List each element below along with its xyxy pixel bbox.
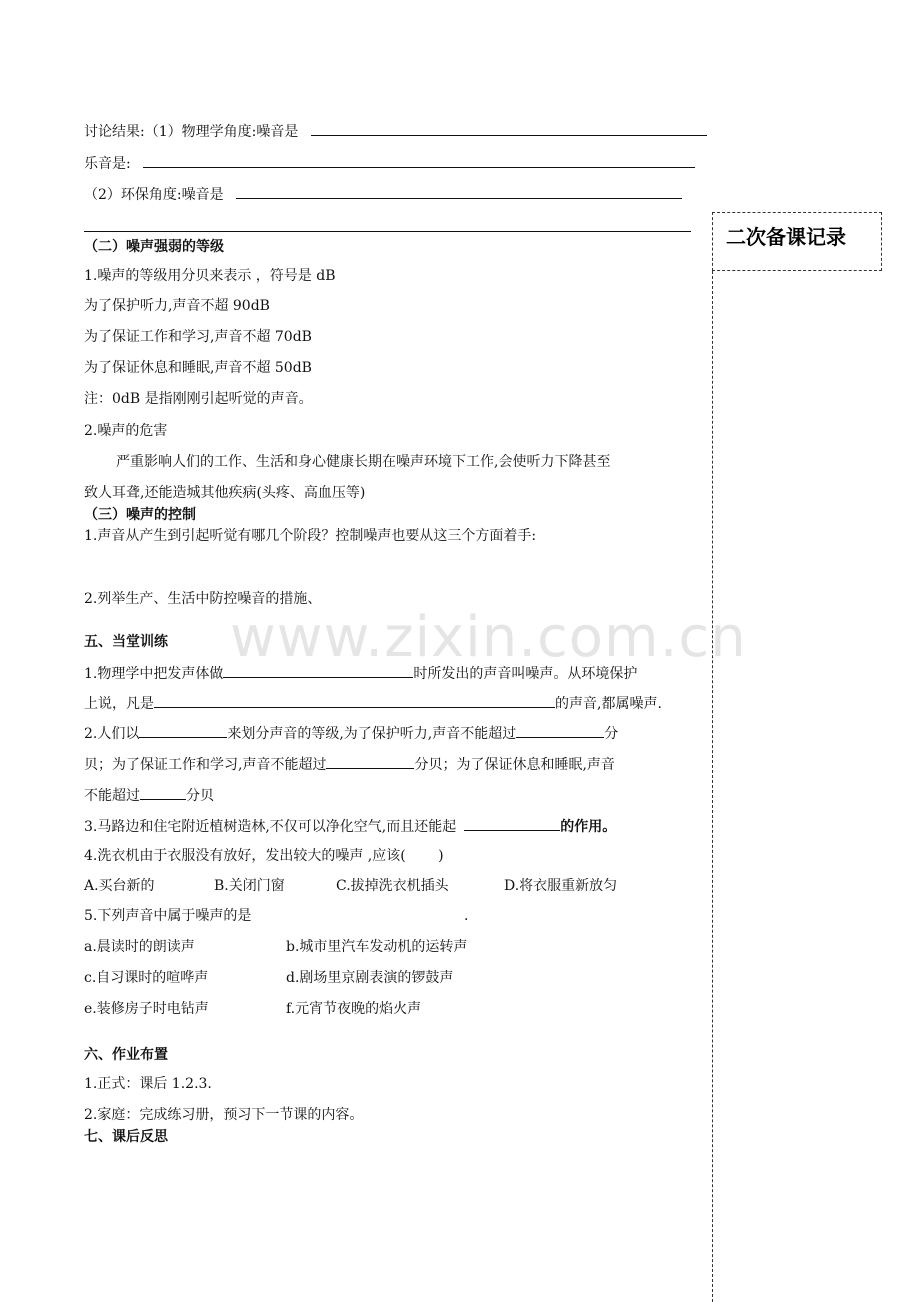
answer-blank[interactable] xyxy=(464,815,560,831)
answer-blank[interactable] xyxy=(140,784,186,800)
text-line: 为了保护听力,声音不超 90dB xyxy=(84,298,270,314)
question-line: 1.声音从产生到引起听觉有哪几个阶段？控制噪声也要从这三个方面着手: xyxy=(84,528,537,544)
question-5-option-c[interactable]: c.自习课时的喧哗声 xyxy=(84,970,209,986)
answer-blank[interactable] xyxy=(223,662,413,678)
question-5-line: 5.下列声音中属于噪声的是 xyxy=(84,908,252,924)
text-line: 注：0dB 是指刚刚引起听觉的声音。 xyxy=(84,391,313,407)
watermark: www.zixin.com.cn xyxy=(230,605,747,670)
question-2-line-b: 贝；为了保证工作和学习,声音不能超过 分贝；为了保证休息和睡眠,声音 xyxy=(84,753,615,775)
notes-column-border xyxy=(712,271,713,1302)
section-heading-noise-level: （二）噪声强弱的等级 xyxy=(84,239,224,255)
question-line: 2.列举生产、生活中防控噪音的措施、 xyxy=(84,591,322,607)
text-line: 致人耳聋,还能造城其他疾病(头疼、高血压等) xyxy=(84,485,366,501)
question-3-line: 3.马路边和住宅附近植树造林,不仅可以净化空气,而且还能起 的作用。 xyxy=(84,815,616,837)
answer-blank[interactable] xyxy=(311,120,707,136)
question-1-line-b: 上说，凡是 的声音,都属噪声. xyxy=(84,692,662,714)
homework-item: 1.正式：课后 1.2.3. xyxy=(84,1076,212,1092)
question-2-line-a: 2.人们以 来划分声音的等级,为了保护听力,声音不能超过 分 xyxy=(84,722,618,744)
discussion-line-3: （2）环保角度:噪音是 xyxy=(84,183,682,205)
question-5-option-b[interactable]: b.城市里汽车发动机的运转声 xyxy=(286,939,468,955)
discussion-line-2: 乐音是: xyxy=(84,152,695,174)
divider-line xyxy=(84,231,691,232)
answer-blank[interactable] xyxy=(326,753,414,769)
text-line: 2.噪声的危害 xyxy=(84,423,168,439)
section-heading-noise-control: （三）噪声的控制 xyxy=(84,507,196,523)
question-5-option-d[interactable]: d.剧场里京剧表演的锣鼓声 xyxy=(286,970,454,986)
homework-item: 2.家庭：完成练习册，预习下一节课的内容。 xyxy=(84,1107,364,1123)
notes-box xyxy=(712,212,882,271)
discussion-line-1: 讨论结果:（1）物理学角度:噪音是 xyxy=(84,120,707,142)
question-4-line: 4.洗衣机由于衣服没有放好，发出较大的噪声 ,应该( ) xyxy=(84,848,444,864)
question-4-option-c[interactable]: C.拔掉洗衣机插头 xyxy=(336,878,449,894)
question-5-period: . xyxy=(464,908,469,924)
question-4-option-b[interactable]: B.关闭门窗 xyxy=(214,878,285,894)
answer-blank[interactable] xyxy=(154,692,555,708)
question-1-line-a: 1.物理学中把发声体做 时所发出的声音叫噪声。从环境保护 xyxy=(84,662,637,684)
question-5-option-f[interactable]: f.元宵节夜晚的焰火声 xyxy=(286,1001,422,1017)
question-2-line-c: 不能超过 分贝 xyxy=(84,784,214,806)
answer-blank[interactable] xyxy=(139,722,227,738)
text-line: 1.噪声的等级用分贝来表示 ，符号是 dB xyxy=(84,268,336,284)
text-line: 为了保证工作和学习,声音不超 70dB xyxy=(84,329,312,345)
notes-title: 二次备课记录 xyxy=(726,225,846,249)
text-line: 为了保证休息和睡眠,声音不超 50dB xyxy=(84,360,312,376)
section-heading-homework: 六、作业布置 xyxy=(84,1047,168,1063)
question-5-option-a[interactable]: a.晨读时的朗读声 xyxy=(84,939,195,955)
question-5-option-e[interactable]: e.装修房子时电钻声 xyxy=(84,1001,209,1017)
section-heading-reflection: 七、课后反思 xyxy=(84,1129,168,1145)
answer-blank[interactable] xyxy=(143,152,695,168)
question-4-option-d[interactable]: D.将衣服重新放匀 xyxy=(504,878,618,894)
question-4-option-a[interactable]: A.买台新的 xyxy=(84,878,155,894)
section-heading-practice: 五、当堂训练 xyxy=(84,634,168,650)
answer-blank[interactable] xyxy=(516,722,604,738)
answer-blank[interactable] xyxy=(236,183,682,199)
text-line: 严重影响人们的工作、生活和身心健康长期在噪声环境下工作,会使听力下降甚至 xyxy=(116,454,611,470)
